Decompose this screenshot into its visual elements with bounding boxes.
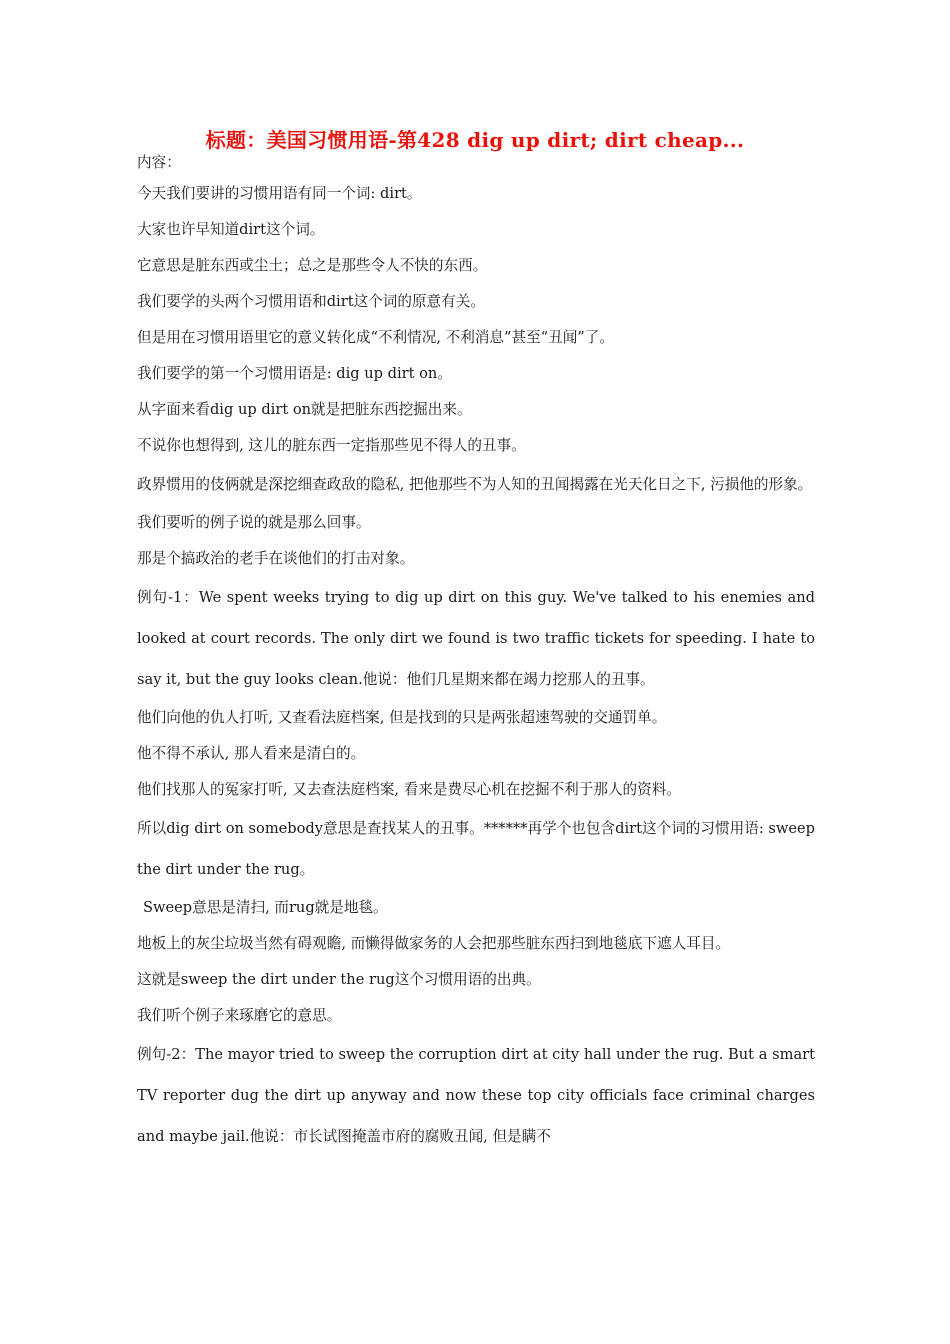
paragraph: 但是用在习惯用语里它的意义转化成“不利情况, 不利消息”甚至“丑闻”了。 xyxy=(137,329,614,346)
paragraph: 从字面来看dig up dirt on就是把脏东西挖掘出来。 xyxy=(137,401,472,418)
paragraph: 他们向他的仇人打听, 又查看法庭档案, 但是找到的只是两张超速驾驶的交通罚单。 xyxy=(137,709,667,726)
paragraph: 那是个搞政治的老手在谈他们的打击对象。 xyxy=(137,550,415,567)
paragraph: 大家也许早知道dirt这个词。 xyxy=(137,221,325,238)
content-label: 内容： xyxy=(137,154,181,171)
example-sentence-2: 例句-2：The mayor tried to sweep the corruption dirt at city hall under the rug. But a smart TV reporter dug the dirt up anyway and now these top city officials face criminal charges and maybe jail.他说：市长试图掩盖市府的腐败丑闻, 但是瞒不 xyxy=(137,1046,815,1145)
paragraph: 我们要听的例子说的就是那么回事。 xyxy=(137,514,371,531)
paragraph: 他不得不承认, 那人看来是清白的。 xyxy=(137,745,366,762)
paragraph: 我们要学的第一个习惯用语是: dig up dirt on。 xyxy=(137,365,452,382)
paragraph: 他们找那人的冤家打听, 又去查法庭档案, 看来是费尽心机在挖掘不利于那人的资料。 xyxy=(137,781,681,798)
page-title: 标题：美国习惯用语-第428 dig up dirt; dirt cheap... xyxy=(205,128,745,152)
document-body xyxy=(137,150,815,1157)
paragraph: Sweep意思是清扫, 而rug就是地毯。 xyxy=(143,899,388,916)
paragraph: 我们听个例子来琢磨它的意思。 xyxy=(137,1007,342,1024)
paragraph: 我们要学的头两个习惯用语和dirt这个词的原意有关。 xyxy=(137,293,485,310)
paragraph: 不说你也想得到, 这儿的脏东西一定指那些见不得人的丑事。 xyxy=(137,437,526,454)
paragraph: 这就是sweep the dirt under the rug这个习惯用语的出典。 xyxy=(137,971,541,988)
paragraph: 地板上的灰尘垃圾当然有碍观瞻, 而懒得做家务的人会把那些脏东西扫到地毯底下遮人耳目。 xyxy=(137,935,731,952)
paragraph: 今天我们要讲的习惯用语有同一个词: dirt。 xyxy=(137,185,422,202)
example-sentence-1: 例句-1：We spent weeks trying to dig up dirt on this guy. We've talked to his enemies and looked at court records. The only dirt we found is two traffic tickets for speeding. I hate to say it, but the guy looks clean.他说：他们几星期来都在竭力挖那人的丑事。 xyxy=(137,589,815,688)
paragraph: 所以dig dirt on somebody意思是查找某人的丑事。******再学个也包含dirt这个词的习惯用语: sweep the dirt under the rug。 xyxy=(137,820,815,878)
paragraph: 它意思是脏东西或尘土；总之是那些令人不快的东西。 xyxy=(137,257,488,274)
paragraph: 政界惯用的伎俩就是深挖细查政敌的隐私, 把他那些不为人知的丑闻揭露在光天化日之下, 污损他的形象。 xyxy=(137,476,813,493)
